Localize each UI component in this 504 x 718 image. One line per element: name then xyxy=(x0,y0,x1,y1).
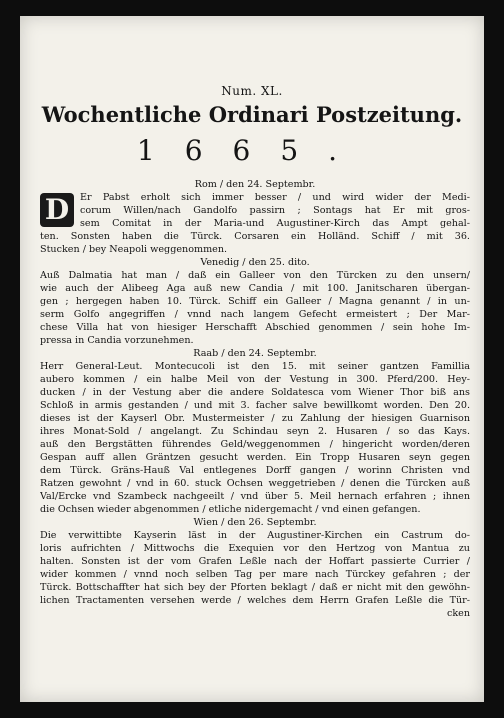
publication-year: 1665. xyxy=(136,134,368,167)
issue-number: Num. XL. xyxy=(221,84,283,98)
dateline: Venedig / den 25. dito. xyxy=(200,257,310,268)
text-line: dem Türck. Gräns-Hauß Val entlegenes Dorff gangen / worinn Christen vnd xyxy=(40,465,470,476)
text-line: ihres Monat-Sold / angelangt. Zu Schindau seyn 2. Husaren / so das Kays. xyxy=(40,426,470,437)
text-line: Türck. Bottschaffter hat sich bey der Pforten beklagt / daß er nicht mit den gewöhn- xyxy=(40,582,470,593)
text-line: gen ; hergegen haben 10. Türck. Schiff ein Galleer / Magna genannt / in un- xyxy=(40,296,470,307)
text-line: Schloß in armis gestanden / und mit 3. facher salve bewillkomt worden. Den 20. xyxy=(40,400,470,411)
text-line: Stucken / bey Neapoli weggenommen. xyxy=(40,244,228,255)
text-line: lichen Tractamenten versehen werde / welches dem Herrn Grafen Leßle die Tür- xyxy=(40,595,470,606)
text-line: corum Willen/nach Gandolfo passirn ; Sontags hat Er mit gros- xyxy=(80,205,470,216)
text-line: halten. Sonsten ist der vom Grafen Leßle nach der Hoffart passierte Currier / xyxy=(40,556,470,567)
text-line: sem Comitat in der Maria-und Augustiner-Kirch das Ampt gehal- xyxy=(80,218,470,229)
dateline: Rom / den 24. Septembr. xyxy=(194,179,316,190)
text-line: wider kommen / vnnd noch selben Tag per mare nach Türckey gefahren ; der xyxy=(40,569,470,580)
text-line: Er Pabst erholt sich immer besser / und wird wider der Medi- xyxy=(80,192,470,203)
text-line: Ratzen gewohnt / vnd in 60. stuck Ochsen weggetrieben / denen die Türcken auß xyxy=(40,478,470,489)
text-line: serm Golfo angegriffen / vnnd nach langem Gefecht ermeistert ; Der Mar- xyxy=(40,309,470,320)
text-line: Val/Ercke vnd Szambeck nachgeeilt / vnd über 5. Meil hernach erfahren ; ihnen xyxy=(40,491,470,502)
article-raab xyxy=(40,347,470,516)
text-line: aubero kommen / ein halbe Meil von der Vestung in 300. Pferd/200. Hey- xyxy=(40,374,470,385)
text-line: ducken / in der Vestung aber die andere Soldatesca vom Wiener Thor biß ans xyxy=(40,387,470,398)
text-line: auß den Bergstätten führendes Geld/weggenommen / hingericht worden/deren xyxy=(40,439,470,450)
article-body xyxy=(40,178,470,620)
text-line: die Ochsen wieder abgenommen / etliche nidergemacht / vnd einen gefangen. xyxy=(40,504,421,515)
masthead-title: Wochentliche Ordinari Postzeitung. xyxy=(41,102,463,127)
text-line: wie auch der Alibeeg Aga auß new Candia / mit 100. Janitscharen übergan- xyxy=(40,283,470,294)
article-venedig xyxy=(40,256,470,347)
text-line: pressa in Candia vorzunehmen. xyxy=(40,335,194,346)
text-line: dieses ist der Kayserl Obr. Mustermeister / zu Zahlung der hiesigen Guarnison xyxy=(40,413,470,424)
dateline: Wien / den 26. Septembr. xyxy=(193,517,317,528)
text-line: chese Villa hat von hiesiger Herschafft Abschied genommen / sein hohe Im- xyxy=(40,322,470,333)
text-line: Herr General-Leut. Montecucoli ist den 15. mit seiner gantzen Famillia xyxy=(40,361,470,372)
dateline: Raab / den 24. Septembr. xyxy=(193,348,317,359)
text-line: Auß Dalmatia hat man / daß ein Galleer von den Türcken zu den unsern/ xyxy=(40,270,470,281)
text-line: loris aufrichten / Mittwochs die Exequien vor den Hertzog von Mantua zu xyxy=(40,543,470,554)
article-wien xyxy=(40,516,470,620)
article-rom xyxy=(40,178,470,256)
text-line: Gespan auff allen Gräntzen gesucht werden. Ein Tropp Husaren seyn gegen xyxy=(40,452,470,463)
decorated-initial: D xyxy=(40,193,74,227)
catchword: cken xyxy=(446,608,470,619)
text-line: Die verwittibte Kayserin läst in der Augustiner-Kirchen ein Castrum do- xyxy=(40,530,470,541)
text-line: ten. Sonsten haben die Türck. Corsaren ein Holländ. Schiff / mit 36. xyxy=(40,231,470,242)
newspaper-page xyxy=(20,16,484,702)
